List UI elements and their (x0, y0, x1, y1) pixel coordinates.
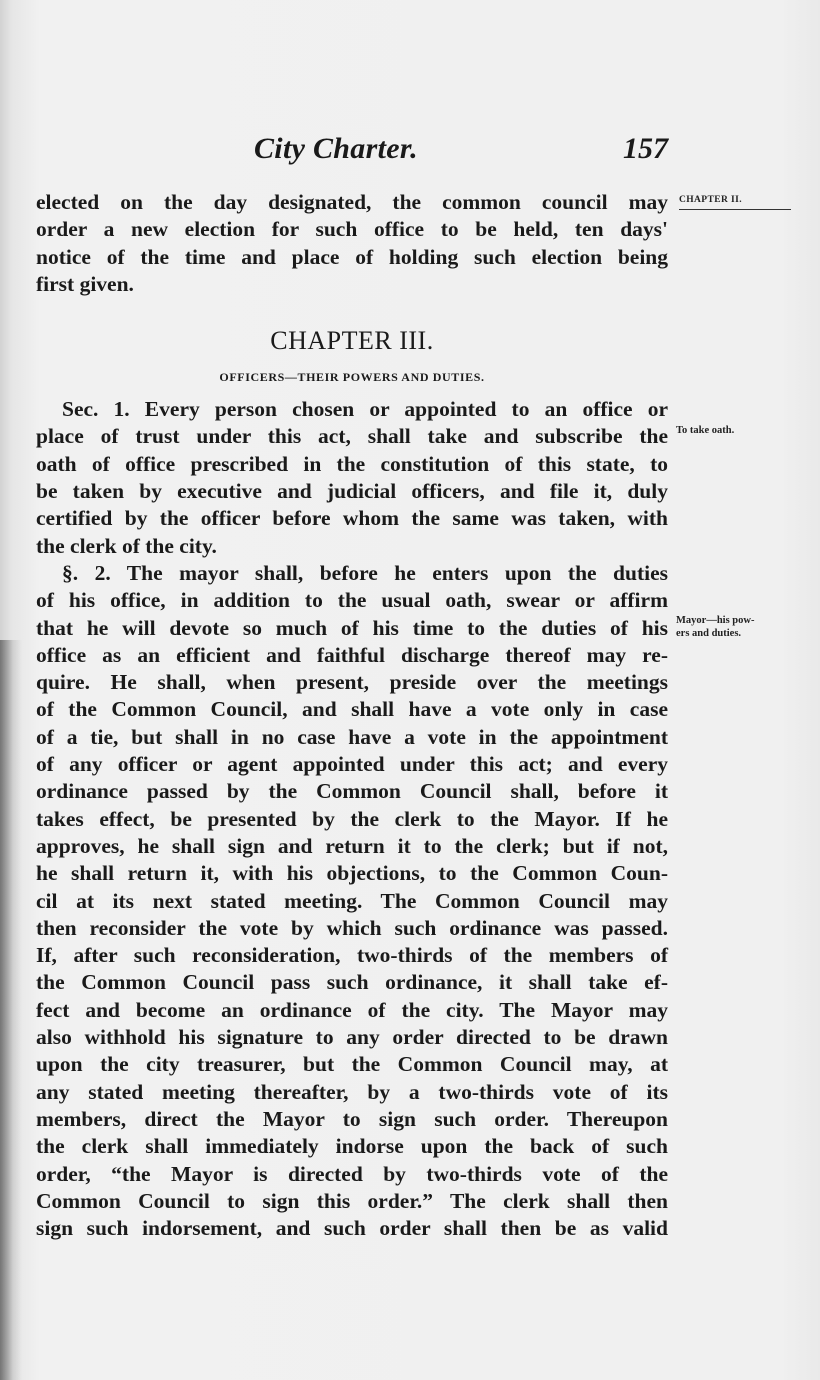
text-line: sign such indorsement, and such order shall then be as valid (36, 1216, 668, 1241)
text-line: quire. He shall, when present, preside over the meetings (36, 670, 668, 695)
text-line: If, after such reconsideration, two-thirds of the members of (36, 943, 668, 968)
text-line: ordinance passed by the Common Council shall, before it (36, 779, 668, 804)
section-2-paragraph (36, 560, 668, 1242)
running-title: City Charter. (254, 132, 418, 165)
text-line: notice of the time and place of holding such election being (36, 244, 668, 269)
text-line: also withhold his signature to any order directed to be drawn (36, 1025, 668, 1050)
sidenote-chapter: CHAPTER II. (679, 194, 791, 210)
sidenote-mayor-line-1: Mayor—his pow- (676, 615, 755, 626)
sidenote-mayor-line-2: ers and duties. (676, 628, 742, 639)
section-1-paragraph (36, 396, 668, 560)
text-line: fect and become an ordinance of the city. The Mayor may (36, 997, 668, 1022)
text-line: approves, he shall sign and return it to the clerk; but if not, (36, 833, 668, 858)
text-line: order, “the Mayor is directed by two-thirds vote of the (36, 1161, 668, 1186)
text-line: cil at its next stated meeting. The Common Council may (36, 888, 668, 913)
chapter-heading: CHAPTER III. (270, 326, 434, 356)
text-line: he shall return it, with his objections, to the Common Coun- (36, 861, 668, 886)
text-line: takes effect, be presented by the clerk to the Mayor. If he (36, 806, 668, 831)
text-line: Common Council to sign this order.” The clerk shall then (36, 1188, 668, 1213)
text-line: upon the city treasurer, but the Common Council may, at (36, 1052, 668, 1077)
text-line: elected on the day designated, the common council may (36, 190, 668, 214)
text-line: of any officer or agent appointed under this act; and every (36, 752, 668, 777)
text-line: first given. (36, 271, 134, 296)
intro-paragraph (36, 189, 668, 298)
running-header (36, 132, 668, 172)
text-line: then reconsider the vote by which such ordinance was passed. (36, 915, 668, 940)
sidenote-mayor (676, 614, 754, 640)
text-line: place of trust under this act, shall take and subscribe the (36, 424, 668, 449)
text-line: order a new election for such office to be held, ten days' (36, 217, 668, 242)
page-edge-shadow (0, 640, 22, 1380)
text-line: of a tie, but shall in no case have a vote in the appointment (36, 724, 668, 749)
text-line: the clerk shall immediately indorse upon the back of such (36, 1134, 668, 1159)
page-body (36, 189, 668, 1242)
text-line: members, direct the Mayor to sign such order. Thereupon (36, 1106, 668, 1131)
text-line: certified by the officer before whom the same was taken, with (36, 506, 668, 531)
text-line: §. 2. The mayor shall, before he enters upon the duties (62, 560, 668, 585)
text-line: the Common Council pass such ordinance, it shall take ef- (36, 970, 668, 995)
text-line: office as an efficient and faithful discharge thereof may re- (36, 642, 668, 667)
text-line: Sec. 1. Every person chosen or appointed to an office or (62, 397, 668, 422)
text-line: the clerk of the city. (36, 533, 217, 558)
sidenote-oath: To take oath. (676, 425, 735, 436)
page-number: 157 (623, 132, 668, 165)
text-line: any stated meeting thereafter, by a two-thirds vote of its (36, 1079, 668, 1104)
chapter-subtitle: OFFICERS—THEIR POWERS AND DUTIES. (219, 370, 485, 385)
text-line: oath of office prescribed in the constitution of this state, to (36, 451, 668, 476)
text-line: of the Common Council, and shall have a vote only in case (36, 697, 668, 722)
text-line: that he will devote so much of his time to the duties of his (36, 615, 668, 640)
text-line: of his office, in addition to the usual oath, swear or affirm (36, 588, 668, 613)
text-line: be taken by executive and judicial officers, and file it, duly (36, 479, 668, 504)
